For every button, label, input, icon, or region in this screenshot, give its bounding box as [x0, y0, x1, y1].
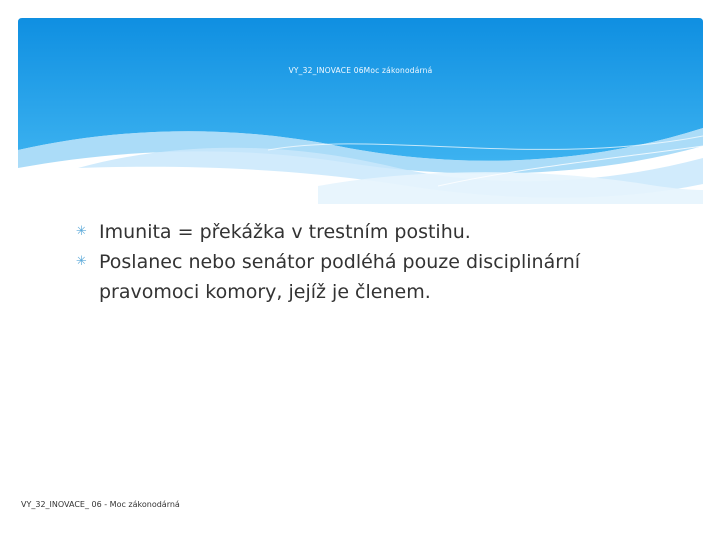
bullet-list: [76, 217, 676, 307]
bullet-text: Poslanec nebo senátor podléhá pouze disciplinární pravomoci komory, jejíž je členem.: [99, 251, 581, 303]
footer-text: VY_32_INOVACE_ 06 - Moc zákonodárná: [21, 500, 180, 509]
header-banner: [18, 18, 703, 204]
list-item: [76, 217, 676, 247]
header-wave-graphic: [18, 18, 703, 204]
header-title: VY_32_INOVACE 06Moc zákonodárná: [288, 66, 433, 75]
asterisk-bullet-icon: ✳: [76, 254, 87, 269]
asterisk-bullet-icon: ✳: [76, 224, 87, 239]
list-item: [76, 247, 676, 307]
bullet-text: Imunita = překážka v trestním postihu.: [99, 221, 471, 243]
